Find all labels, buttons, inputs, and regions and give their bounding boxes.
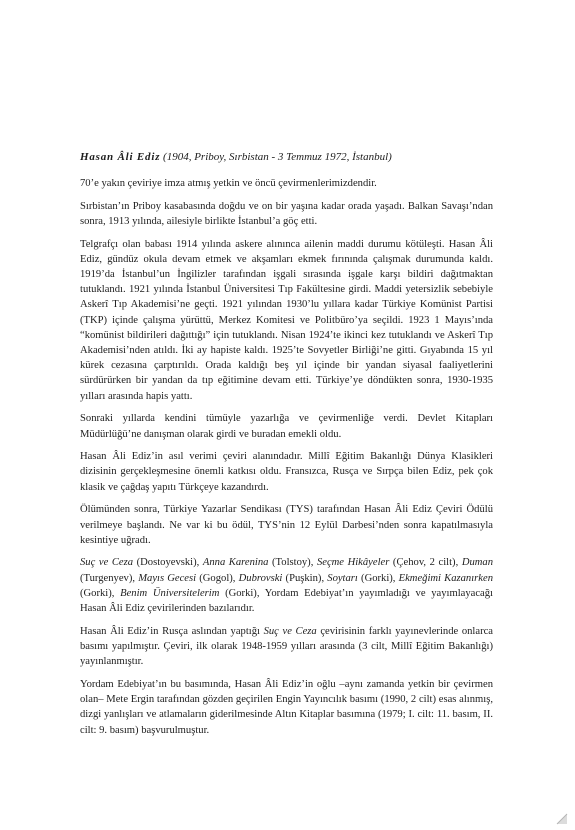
text-run: Yordam Edebiyat’ın bu basımında, Hasan Âli Ediz’in oğlu –aynı zamanda yetkin bir çevirmen olan– Mete Ergin tarafından gözden geçirilen Engin Yayıncılık basımı (1990, 2 cilt) esas alınmış, dizgi yanlışları ve atlamaların giderilmesinde Altın Kitaplar basımına (1979; I. cilt: 11. basım, II. cilt: 9. basım) başvurulmuştur. (80, 678, 493, 736)
paragraph (80, 624, 493, 670)
text-run: Hasan Âli Ediz’in Rusça aslından yaptığı (80, 625, 264, 637)
translator-heading (80, 149, 493, 165)
paragraph (80, 555, 493, 616)
biography-text (80, 176, 493, 738)
translator-life-dates: (1904, Priboy, Sırbistan - 3 Temmuz 1972, İstanbul) (163, 151, 392, 163)
paragraph (80, 502, 493, 548)
text-run: (Puşkin), (282, 572, 328, 584)
paragraph (80, 449, 493, 495)
text-run: (Turgenyev), (80, 572, 139, 584)
text-run: (Tolstoy), (268, 557, 317, 569)
book-title: Ekmeğimi Kazanırken (398, 572, 493, 584)
text-run: Sonraki yıllarda kendini tümüyle yazarlığa ve çevirmenliğe verdi. Devlet Kitapları Müdürlüğü’ne danışman olarak girdi ve buradan emekli oldu. (80, 413, 493, 440)
paragraph (80, 199, 493, 229)
text-run: (Gogol), (196, 572, 239, 584)
text-run: (Gorki), (80, 587, 121, 599)
text-run: Sırbistan’ın Priboy kasabasında doğdu ve on bir yaşına kadar orada yaşadı. Balkan Savaşı’ndan sonra, 1913 yılında, ailesiyle birlikte İstanbul’a göç etti. (80, 200, 493, 227)
page-content (80, 149, 493, 745)
paragraph (80, 237, 493, 404)
text-run: (Dostoyevski), (133, 557, 203, 569)
text-run: (Gorki), Yordam Edebiyat’ın yayımladığı ve yayımlayacağı Hasan Âli Ediz çevirilerinden bazılarıdır. (80, 587, 493, 615)
paragraph (80, 411, 493, 441)
book-title: Suç ve Ceza (263, 625, 317, 637)
text-run: (Gorki), (357, 572, 399, 584)
book-title: Mayıs Gecesi (138, 572, 197, 584)
text-run: Ölümünden sonra, Türkiye Yazarlar Sendikası (TYS) tarafından Hasan Âli Ediz Çeviri Ödülü verilmeye başlandı. Ne var ki bu ödül, TYS’nin 12 Eylül Darbesi’nden sonra kapatılmasıyla kesintiye uğradı. (80, 504, 493, 546)
book-title: Suç ve Ceza (80, 557, 134, 569)
book-title: Dubrovski (238, 572, 283, 584)
text-run: (Çehov, 2 cilt), (389, 557, 462, 569)
book-title: Soytarı (327, 572, 358, 584)
paragraph (80, 677, 493, 738)
paragraph (80, 176, 493, 191)
text-run: Hasan Âli Ediz’in asıl verimi çeviri alanındadır. Millî Eğitim Bakanlığı Dünya Klasikleri dizisinin gerçekleşmesine önemli katkısı oldu. Fransızca, Rusça ve Sırpça bilen Ediz, pek çok klasik ve çağdaş yapıtı Türkçeye kazandırdı. (80, 451, 493, 493)
text-run: çevirisinin farklı yayınevlerinde onlarca basımı yapılmıştır. Çeviri, ilk olarak 1948-1959 yılları arasında (3 cilt, Millî Eğitim Bakanlığı) yayınlanmıştır. (80, 625, 494, 668)
book-title: Anna Karenina (202, 557, 269, 569)
text-run: Telgrafçı olan babası 1914 yılında askere alınınca ailenin maddi durumu kötüleşti. Hasan Âli Ediz, gündüz okula devam etmek ve akşamları ekmek fırınında çalışmak durumunda kaldı. 1919’da İstanbul’un İngilizler tarafından işgali sırasında işgale karşı bildiri dağıtmaktan tutuklandı. 1921 yılında İstanbul Üniversitesi Tıp Fakültesine girdi. Maddi yetersizlik sebebiyle Askerî Tıp Akademisi’ne geçti. 1921 yılından 1930’lu yıllara kadar Türkiye Komünist Partisi (TKP) içinde çalışma yürüttü, Merkez Komitesi ve Politbüro’ya seçildi. 1923 1 Mayıs’ında “komünist bildirileri dağıttığı” için tutuklandı. Nisan 1924’te ikinci kez tutuklandı ve Askerî Tıp Akademisi’nden atıldı. İki ay hapiste kaldı. 1925’te Sovyetler Birliği’ne gitti. Gıyabında 15 yıl kürek cezasına çarptırıldı. Orada kaldığı beş yıl içinde bir yandan siyasal faaliyetlerini sürdürürken bir yandan da tıp eğitimine devam etti. Türkiye’ye döndükten sonra, 1930-1935 yılları arasında hapis yattı. (80, 238, 493, 402)
page-curl-icon (555, 812, 569, 826)
book-title: Duman (461, 557, 494, 569)
book-title: Seçme Hikâyeler (316, 557, 390, 569)
translator-name: Hasan Âli Ediz (80, 151, 161, 163)
book-title: Benim Üniversitelerim (120, 587, 220, 599)
text-run: 70’e yakın çeviriye imza atmış yetkin ve öncü çevirmenlerimizdendir. (80, 178, 377, 189)
